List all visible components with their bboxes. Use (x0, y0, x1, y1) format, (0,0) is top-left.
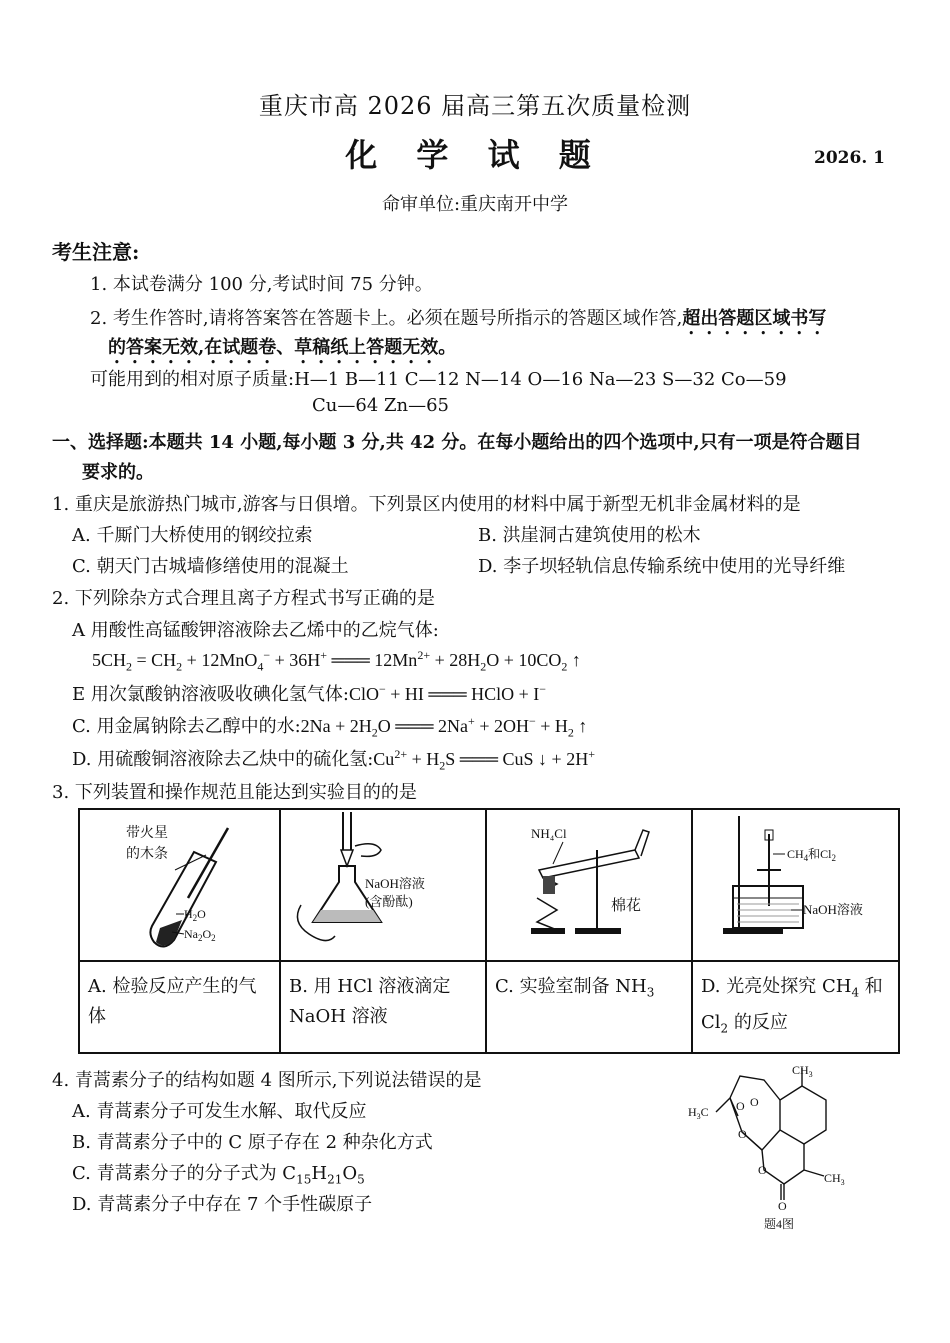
figure-4-caption: 题4图 (764, 1217, 795, 1231)
label-glowing-splint: 带火星 (126, 826, 168, 841)
test-tube-diagram (80, 810, 281, 956)
q3-apparatus-table (78, 808, 900, 1054)
label-o5: O (778, 1199, 787, 1213)
q3-option-c (486, 961, 692, 1053)
label-phenolphthalein: (含酚酞) (365, 894, 413, 909)
q1-option-d: D. 李子坝轻轨信息传输系统中使用的光导纤维 (478, 556, 846, 577)
artemisinin-structure (680, 1058, 870, 1238)
notice-heading: 考生注意: (52, 240, 140, 264)
q3-figure-d (692, 809, 899, 961)
exam-date: 2026. 1 (814, 148, 885, 168)
notice-item-2-emphasis-b: 的答案无效,在试题卷、草稿纸上答题无效。 (108, 337, 457, 358)
q4-option-d: D. 青蒿素分子中存在 7 个手性碳原子 (72, 1194, 373, 1215)
setter-unit: 命审单位:重庆南开中学 (381, 194, 569, 215)
titration-diagram (281, 810, 487, 956)
q4-option-b: B. 青蒿素分子中的 C 原子存在 2 种杂化方式 (72, 1132, 433, 1153)
label-o2: O (750, 1095, 759, 1109)
label-naoh-solution: NaOH溶液 (365, 876, 425, 891)
q4-stem: 4. 青蒿素分子的结构如题 4 图所示,下列说法错误的是 (52, 1070, 482, 1091)
q3-option-a (79, 961, 280, 1053)
q1-option-a: A. 千厮门大桥使用的钢绞拉索 (72, 525, 313, 546)
q2-option-d-text: D. 用硫酸铜溶液除去乙炔中的硫化氢: (72, 749, 374, 770)
q2-stem: 2. 下列除杂方式合理且离子方程式书写正确的是 (52, 588, 435, 609)
q3-figure-b (280, 809, 486, 961)
q4-option-c-text: C. 青蒿素分子的分子式为 C (72, 1163, 297, 1184)
label-o1: O (736, 1099, 745, 1113)
q3-option-b (280, 961, 486, 1053)
q3-option-d-text-b: 和 (859, 976, 883, 997)
label-na2o2: $Na_2O_2$ (184, 927, 216, 943)
label-glowing-splint-2: 的木条 (126, 847, 168, 862)
q2-option-d: D. 用硫酸铜溶液除去乙炔中的硫化氢$:Cu^{2+} + H_2S$ ═══ CuS ↓ + 2H+ (72, 747, 595, 773)
q3-option-a-line1: A. 检验反应产生的气 (88, 976, 257, 997)
atomic-masses-line-1: 可能用到的相对原子质量:H—1 B—11 C—12 N—14 O—16 Na—23 S—32 Co—59 (90, 369, 787, 390)
label-o4: O (758, 1163, 767, 1177)
q2-option-b: E 用次氯酸钠溶液吸收碘化氢气体:ClO− + HI ═══ HClO + I− (72, 682, 547, 705)
q2-option-c-text: C. 用金属钠除去乙醇中的水: (72, 716, 301, 737)
q3-option-c-text: C. 实验室制备 NH (495, 976, 647, 997)
label-h3c: $H_3C$ (688, 1105, 709, 1121)
q2-equation-a: $5CH_2 = CH_2 + 12MnO_4^- + 36H^+$ ═══ $12Mn^{2+} + 28H_2O + 10CO_2$ ↑ (92, 648, 581, 674)
q4-option-c: C. 青蒿素分子的分子式为 $C_{15}H_{21}O_5$ (72, 1163, 365, 1187)
q4-option-a: A. 青蒿素分子可发生水解、取代反应 (72, 1101, 367, 1122)
q3-option-b-line2: NaOH 溶液 (289, 1006, 388, 1027)
q3-option-d (692, 961, 899, 1053)
q1-option-c: C. 朝天门古城墙修缮使用的混凝土 (72, 556, 349, 577)
atomic-masses-line-2: Cu—64 Zn—65 (312, 395, 449, 416)
q3-option-a-line2: 体 (88, 1006, 106, 1027)
notice-item-2-text: 2. 考生作答时,请将答案答在答题卡上。必须在题号所指示的答题区域作答, (90, 308, 683, 329)
q3-stem: 3. 下列装置和操作规范且能达到实验目的的是 (52, 782, 417, 803)
label-naoh-solution-d: NaOH溶液 (803, 902, 863, 917)
q2-option-c: C. 用金属钠除去乙醇中的水:2Na + $2H_2O$ ═══ $2Na^+ + 2OH^- + H_2$ ↑ (72, 714, 588, 740)
label-nh4cl: NH₄Cl (531, 826, 567, 841)
exam-series-title: 重庆市高 2026 届高三第五次质量检测 (258, 92, 692, 120)
q3-figure-c (486, 809, 692, 961)
notice-item-2-emphasis-a: 超出答题区域书写 (682, 308, 827, 329)
notice-item-1: 1. 本试卷满分 100 分,考试时间 75 分钟。 (90, 274, 433, 295)
label-cotton: 棉花 (611, 898, 642, 914)
q3-figure-a (79, 809, 280, 961)
label-ch3-right: $CH_3$ (824, 1171, 845, 1187)
q3-option-b-line1: B. 用 HCl 溶液滴定 (289, 976, 451, 997)
label-o3: O (738, 1127, 747, 1141)
q2-option-a: A 用酸性高锰酸钾溶液除去乙烯中的乙烷气体: (72, 620, 439, 641)
label-h2o: $H_2O$ (184, 907, 206, 923)
q1-option-b: B. 洪崖洞古建筑使用的松木 (478, 525, 701, 546)
q3-option-d-line2: $Cl_2$ 的反应 (701, 1011, 788, 1036)
methane-chlorine-diagram (693, 810, 900, 956)
q2-option-b-text: E 用次氯酸钠溶液吸收碘化氢气体: (72, 684, 349, 705)
q3-option-d-text: D. 光亮处探究 CH (701, 976, 852, 997)
q3-option-c-line1: C. 实验室制备 $NH_3$ (495, 976, 655, 1000)
section-1-heading: 一、选择题:本题共 14 小题,每小题 3 分,共 42 分。在每小题给出的四个选项中,只有一项是符合题目 (52, 432, 862, 453)
page-title: 化 学 试 题 (345, 136, 605, 174)
q1-stem: 1. 重庆是旅游热门城市,游客与日俱增。下列景区内使用的材料中属于新型无机非金属材料的是 (52, 494, 801, 515)
ammonia-prep-diagram (487, 810, 693, 956)
label-ch3-top: $CH_3$ (792, 1063, 813, 1079)
label-ch4-cl2: $CH_4$和$Cl_2$ (787, 847, 837, 863)
q3-option-d-text-c: 的反应 (728, 1011, 788, 1033)
q3-option-d-line1: D. 光亮处探究 $CH_4$ 和 (701, 976, 883, 1000)
section-1-heading-cont: 要求的。 (82, 462, 154, 483)
